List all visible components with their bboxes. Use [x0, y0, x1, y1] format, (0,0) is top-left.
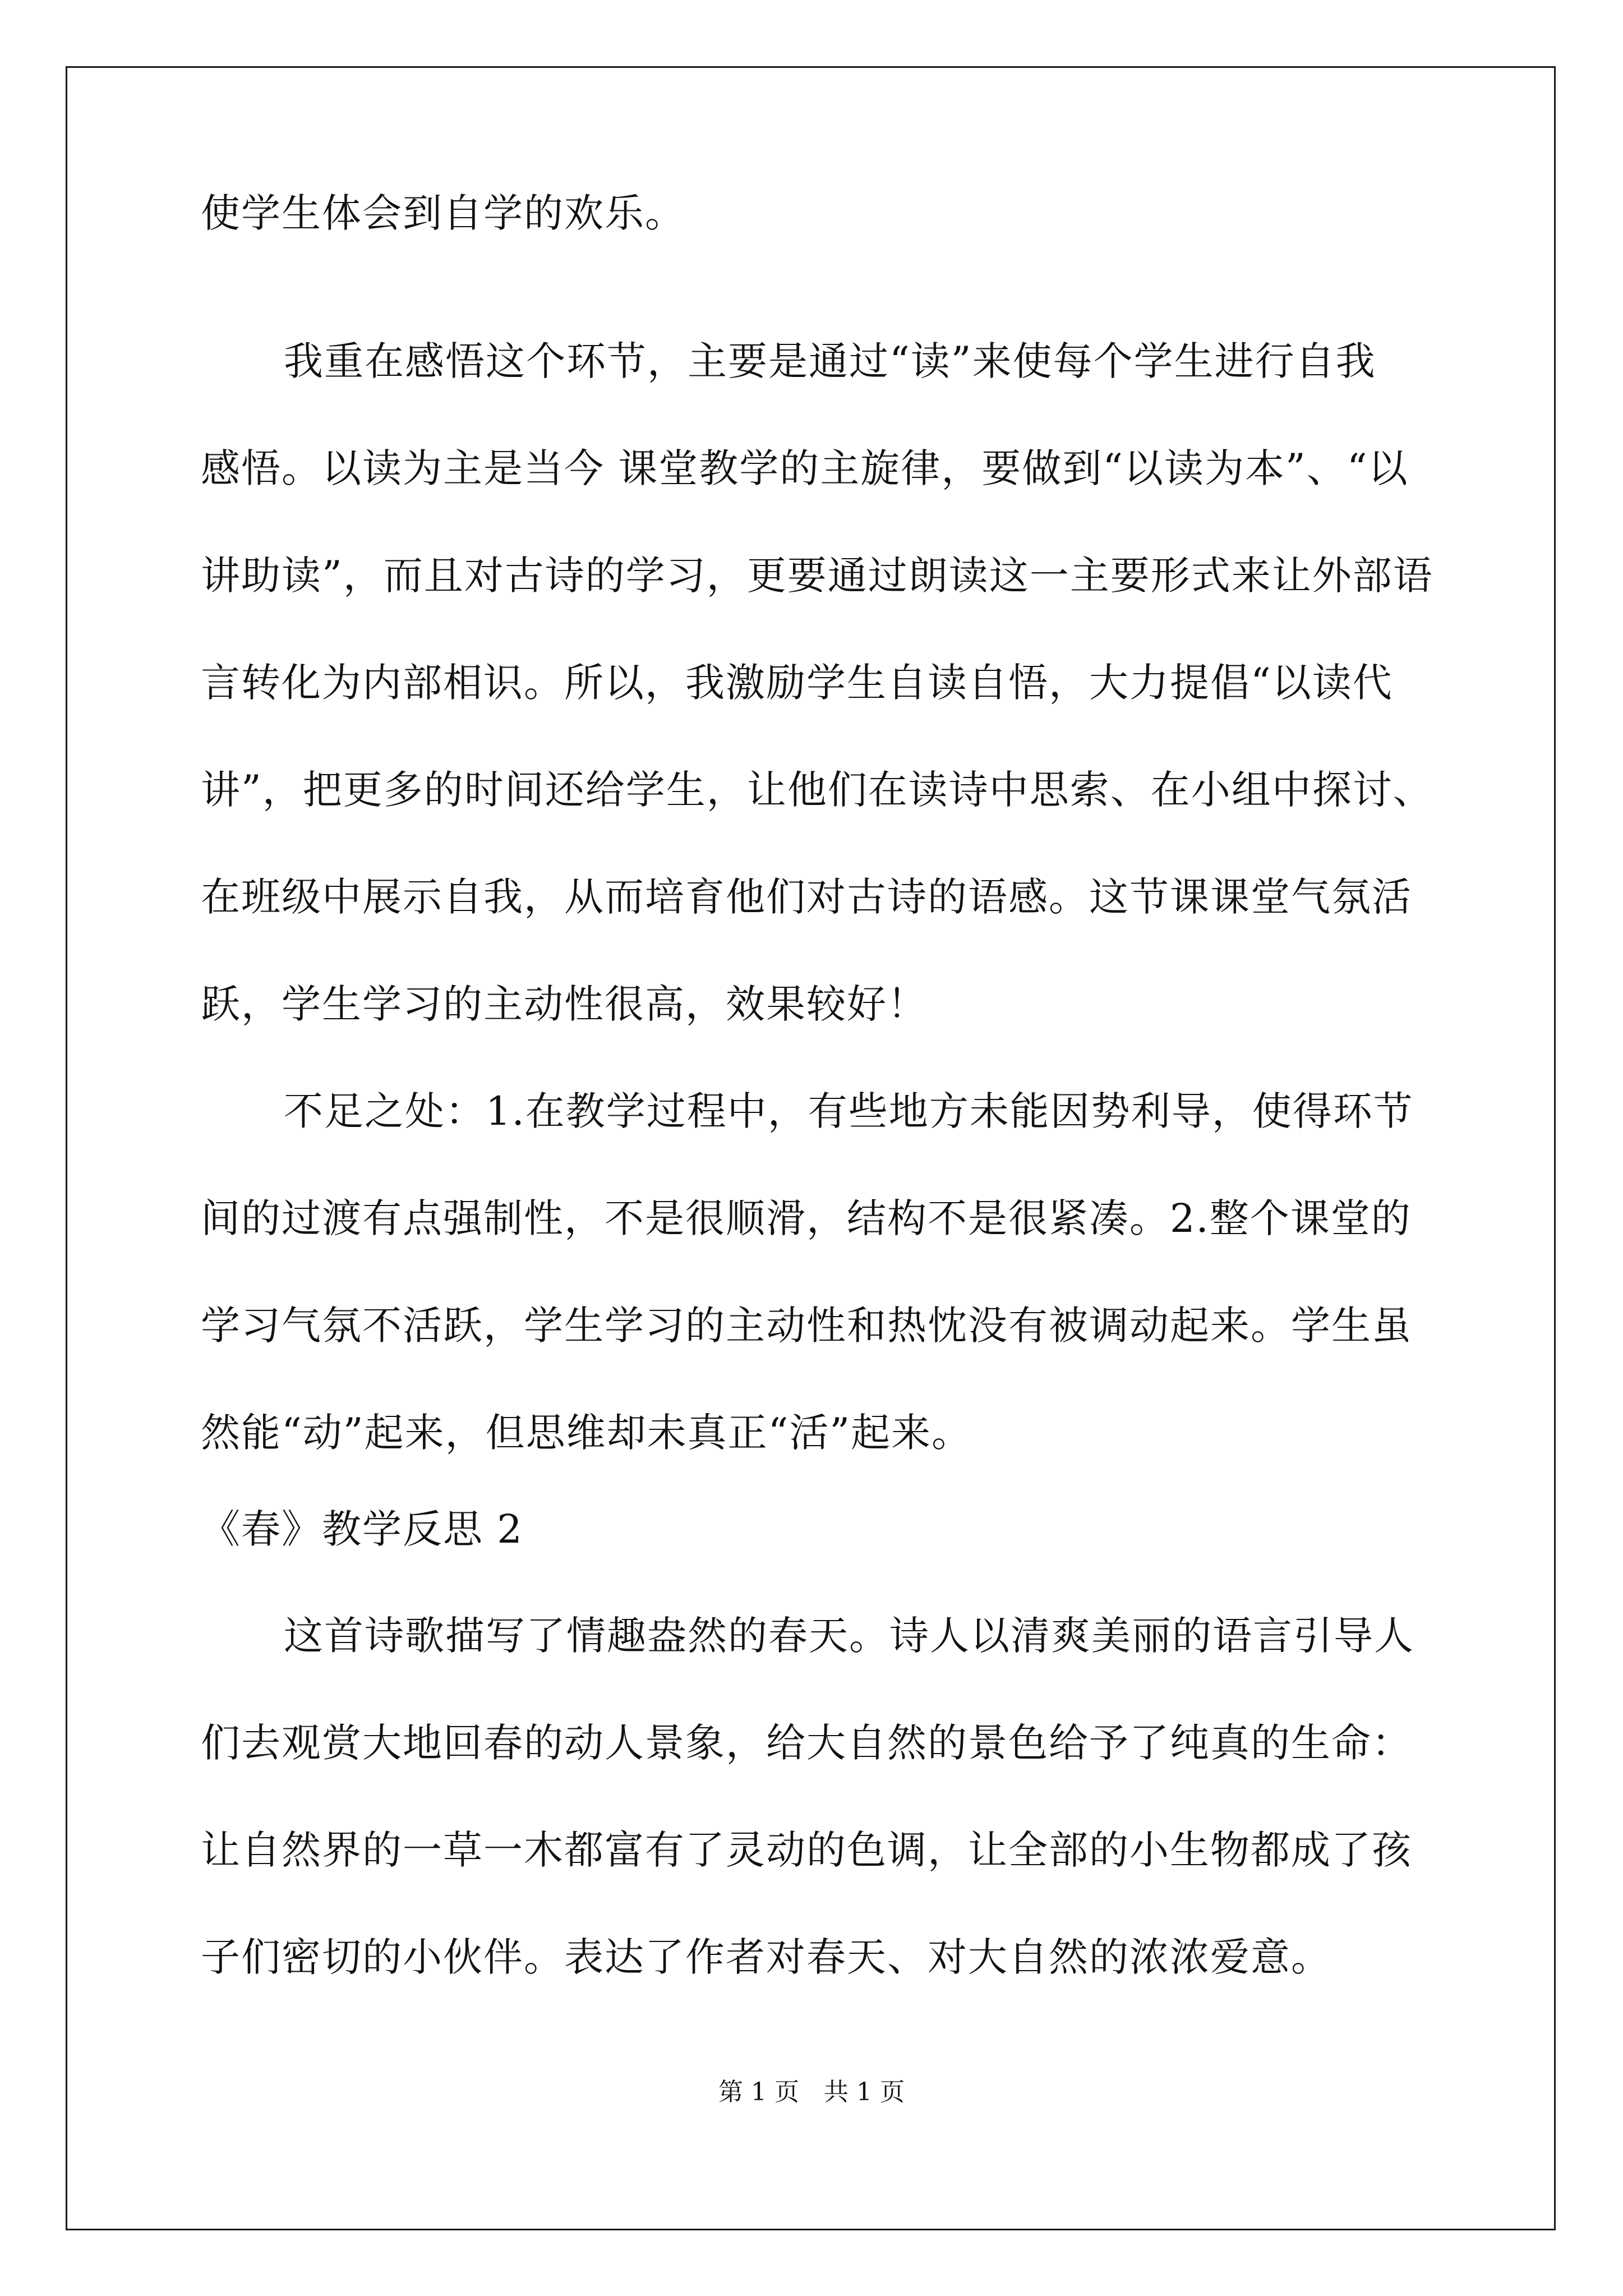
paragraph-line: 讲”，把更多的时间还给学生，让他们在读诗中思索、在小组中探讨、	[201, 767, 1433, 813]
paragraph-line: 子们密切的小伙伴。表达了作者对春天、对大自然的浓浓爱意。	[201, 1934, 1331, 1980]
section-title: 《春》教学反思 2	[201, 1506, 523, 1552]
paragraph-line: 讲助读”，而且对古诗的学习，更要通过朗读这一主要形式来让外部语	[201, 553, 1433, 599]
paragraph-line: 学习气氛不活跃，学生学习的主动性和热忱没有被调动起来。学生虽	[201, 1303, 1412, 1349]
paragraph-line: 让自然界的一草一木都富有了灵动的色调，让全部的小生物都成了孩	[201, 1827, 1412, 1873]
paragraph-line: 在班级中展示自我，从而培育他们对古诗的语感。这节课课堂气氛活	[201, 874, 1412, 920]
paragraph-line: 们去观赏大地回春的动人景象，给大自然的景色给予了纯真的生命：	[201, 1720, 1412, 1766]
paragraph-line: 这首诗歌描写了情趣盎然的春天。诗人以清爽美丽的语言引导人	[284, 1613, 1414, 1659]
paragraph-line: 我重在感悟这个环节，主要是通过“读”来使每个学生进行自我	[284, 338, 1376, 384]
page-footer: 第 1 页 共 1 页	[718, 2078, 905, 2106]
paragraph-line: 跃，学生学习的主动性很高，效果较好！	[201, 981, 928, 1027]
paragraph-line: 间的过渡有点强制性，不是很顺滑，结构不是很紧凑。2.整个课堂的	[201, 1195, 1412, 1241]
paragraph-line: 感悟。以读为主是当今 课堂教学的主旋律，要做到“以读为本”、“以	[201, 445, 1409, 491]
paragraph-line: 使学生体会到自学的欢乐。	[201, 190, 685, 236]
paragraph-line: 言转化为内部相识。所以，我激励学生自读自悟，大力提倡“以读代	[201, 660, 1393, 706]
paragraph-line: 然能“动”起来，但思维却未真正“活”起来。	[201, 1410, 972, 1456]
paragraph-line: 不足之处：1.在教学过程中，有些地方未能因势利导，使得环节	[284, 1088, 1414, 1134]
page-border	[66, 66, 1556, 2230]
